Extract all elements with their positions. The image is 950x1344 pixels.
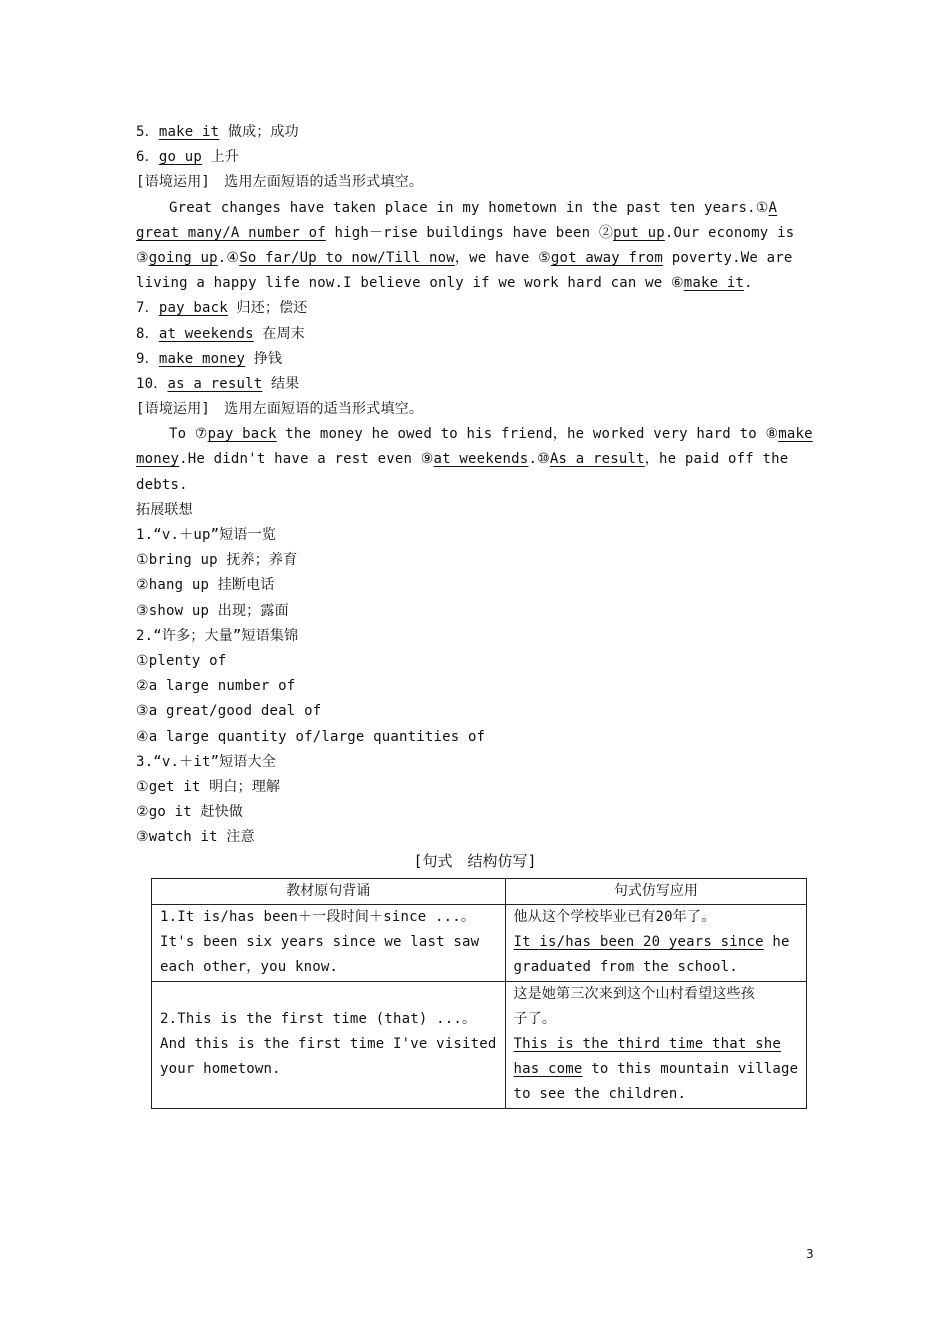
- text-segment: ，we have ⑤: [454, 249, 551, 266]
- text-segment: Great changes have taken place in my hometown in the past ten years.①: [169, 199, 769, 216]
- exercise-paragraph-2: [136, 422, 816, 498]
- text-segment: .: [744, 275, 753, 292]
- imitation-cell: [505, 981, 807, 1108]
- paragraph-line: [136, 473, 816, 498]
- text-segment: .He didn't have a rest even ⑨: [179, 451, 434, 468]
- text-segment: debts.: [136, 476, 188, 493]
- extension-line: 3.“v.＋it”短语大全: [136, 753, 277, 770]
- table-header-row: [152, 879, 807, 905]
- answer-blank: As a result: [549, 451, 645, 468]
- answer-blank: So far/Up to now/Till now: [239, 249, 455, 266]
- extension-line: ②go it 赶快做: [136, 804, 244, 821]
- answer-blank: money: [136, 451, 180, 468]
- text-segment: ，he paid off the: [644, 451, 789, 468]
- paragraph-line: [136, 447, 816, 472]
- answer-blank: put up: [613, 224, 665, 241]
- answer-blank: great many/A number of: [136, 224, 326, 241]
- answer-blank: A: [768, 199, 778, 216]
- answer-blank: It is/has been 20 years since: [513, 934, 764, 951]
- answer-blank: got away from: [550, 249, 664, 266]
- phrase-line: 7．pay back 归还；偿还: [136, 300, 308, 317]
- exercise-heading: [语境运用] 选用左面短语的适当形式填空。: [136, 174, 424, 191]
- text-segment: .Our economy is: [664, 224, 795, 241]
- text-segment: to see the children.: [513, 1086, 687, 1103]
- cell-line: [514, 1007, 799, 1032]
- cell-line: [514, 1032, 799, 1057]
- answer-blank: make it: [683, 275, 745, 292]
- imitation-cell: [505, 905, 807, 982]
- extension-line: ③a great/good deal of: [136, 703, 322, 720]
- sentence-structure-table: [151, 878, 807, 1109]
- page-number: 3: [806, 1247, 814, 1261]
- cell-line: [514, 982, 799, 1007]
- phrase-list-1: [136, 120, 816, 196]
- text-segment: high－rise buildings have been ②: [325, 224, 614, 241]
- phrase-line: 10．as a result 结果: [136, 375, 300, 392]
- paragraph-line: [136, 422, 816, 447]
- extension-line: ③watch it 注意: [136, 829, 255, 846]
- exercise-paragraph-1: [136, 196, 816, 297]
- text-segment: 子了。: [513, 1010, 557, 1027]
- table-row: [152, 981, 807, 1108]
- original-sentence-cell: [152, 905, 506, 982]
- cell-line: your hometown.: [160, 1061, 281, 1078]
- exercise-heading: [语境运用] 选用左面短语的适当形式填空。: [136, 401, 424, 418]
- cell-line: And this is the first time I've visited: [160, 1035, 497, 1052]
- phrase-line: 9．make money 挣钱: [136, 350, 283, 367]
- answer-blank: make: [778, 426, 813, 443]
- text-segment: 这是她第三次来到这个山村看望这些孩: [513, 985, 755, 1002]
- paragraph-line: [136, 246, 816, 271]
- cell-line: [514, 930, 799, 955]
- phrase-line: 6．go up 上升: [136, 149, 240, 166]
- text-segment: the money he owed to his friend，he worked very hard to ⑧: [276, 426, 779, 443]
- text-segment: poverty.We are: [663, 249, 793, 266]
- paragraph-line: [136, 271, 816, 296]
- paragraph-line: [136, 221, 816, 246]
- cell-line: [514, 1057, 799, 1082]
- text-segment: 他从这个学校毕业已有20年了。: [513, 909, 716, 925]
- extension-line: ④a large quantity of/large quantities of: [136, 728, 486, 745]
- phrase-line: 5．make it 做成；成功: [136, 124, 299, 140]
- extension-line: ②a large number of: [136, 678, 296, 695]
- original-sentence-cell: [152, 981, 506, 1108]
- text-segment: .⑩: [528, 451, 550, 468]
- cell-line: each other，you know.: [160, 959, 339, 976]
- extension-line: 1.“v.＋up”短语一览: [136, 527, 277, 543]
- extension-line: ②hang up 挂断电话: [136, 577, 275, 594]
- extension-line: ①plenty of: [136, 652, 227, 669]
- section-title: [句式 结构仿写]: [413, 852, 537, 870]
- extension-line: ①get it 明白；理解: [136, 778, 281, 795]
- text-segment: .④: [217, 249, 240, 266]
- text-segment: graduated from the school.: [513, 959, 738, 976]
- cell-line: [514, 955, 799, 980]
- extension-line: ③show up 出现；露面: [136, 602, 289, 619]
- cell-line: 1.It is/has been＋一段时间＋since ...。: [160, 909, 476, 925]
- answer-blank: going up: [148, 249, 218, 266]
- answer-blank: has come: [513, 1061, 583, 1078]
- cell-line: 2.This is the first time (that) ...。: [160, 1010, 477, 1027]
- answer-blank: This is the third time that she: [513, 1035, 782, 1052]
- text-segment: living a happy life now.I believe only if we work hard can we ⑥: [136, 275, 684, 292]
- table-row: [152, 905, 807, 982]
- table-header: 教材原句背诵: [152, 879, 506, 905]
- answer-blank: pay back: [207, 426, 277, 443]
- text-segment: he: [763, 934, 790, 951]
- extension-list: [136, 498, 816, 851]
- phrase-line: 8．at weekends 在周末: [136, 325, 305, 342]
- cell-line: It's been six years since we last saw: [160, 934, 480, 951]
- extension-line: 2.“许多；大量”短语集锦: [136, 627, 299, 644]
- extension-line: ①bring up 抚养；养育: [136, 552, 298, 569]
- answer-blank: at weekends: [433, 451, 529, 468]
- cell-line: [514, 905, 799, 930]
- table-header: 句式仿写应用: [505, 879, 807, 905]
- text-segment: ③: [136, 249, 149, 266]
- extension-line: 拓展联想: [136, 501, 193, 518]
- text-segment: to this mountain village: [582, 1061, 799, 1078]
- paragraph-line: [136, 196, 816, 221]
- text-segment: To ⑦: [169, 426, 208, 443]
- document-body: [136, 120, 816, 850]
- cell-line: [514, 1082, 799, 1107]
- phrase-list-2: [136, 296, 816, 422]
